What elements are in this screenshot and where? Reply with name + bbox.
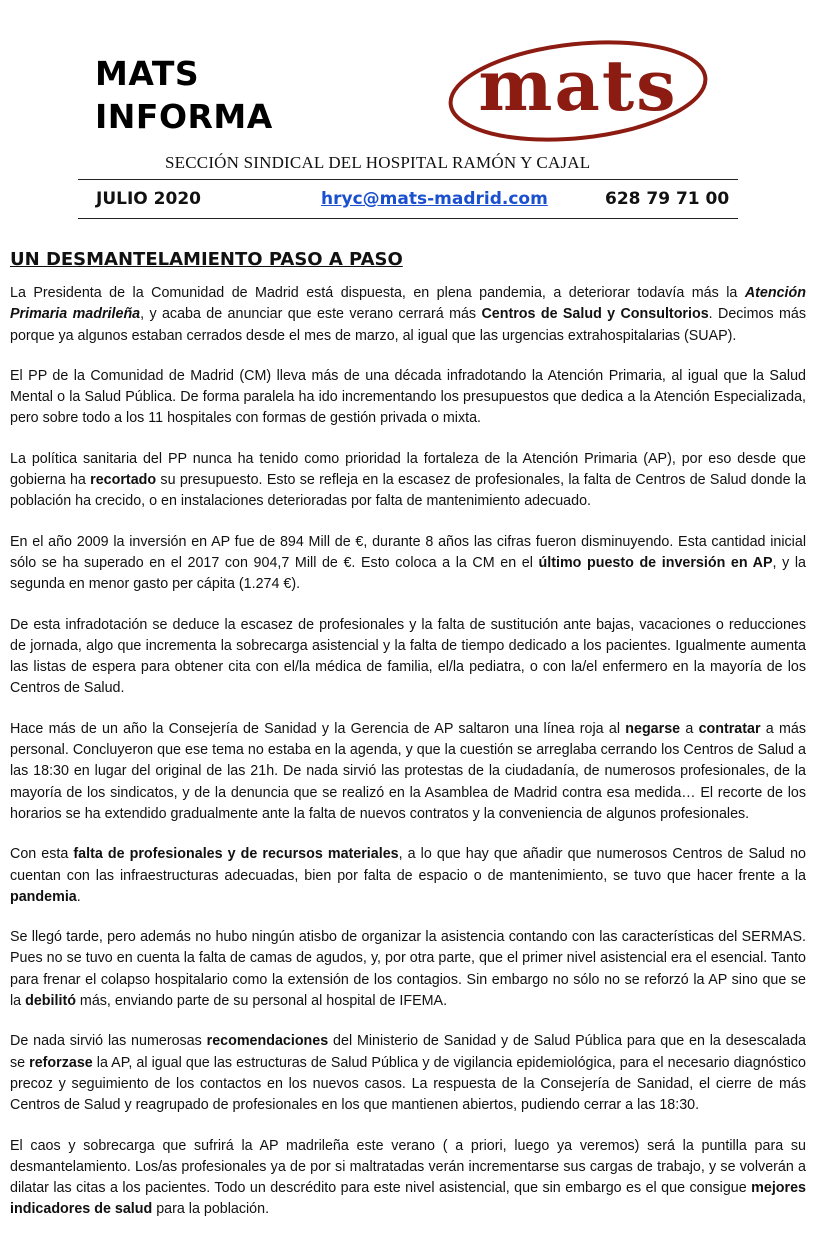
title-line-1: MATS — [95, 54, 200, 93]
emphasis-text: debilitó — [25, 993, 76, 1010]
article-paragraph — [10, 719, 806, 825]
article-title: UN DESMANTELAMIENTO PASO A PASO — [10, 249, 403, 270]
logo-text: mats — [478, 44, 678, 127]
article-paragraph — [10, 615, 806, 700]
contact-email-link[interactable]: hryc@mats-madrid.com — [321, 189, 548, 209]
article-body — [10, 283, 806, 1240]
paragraph-text: más, enviando parte de su personal al hospital de IFEMA. — [75, 993, 448, 1010]
contact-phone: 628 79 71 00 — [605, 189, 730, 209]
paragraph-text: El PP de la Comunidad de Madrid (CM) lleva más de una década infradotando la Atención Primaria, al igual que la Salud Mental o la Salud Pública. De forma paralela ha ido incrementando los presupuestos que dedica a la Atención Especializada, pero sobre todo a los 11 hospitales con formas de gestión privada o mixta. — [10, 367, 806, 427]
paragraph-text: Se llegó tarde, pero además no hubo ningún atisbo de organizar la asistencia contando con las características del SERMAS. Pues no se tuvo en cuenta la falta de camas de agudos, y, por otra parte, que el primer nivel asistencial era el esencial. Tanto para frenar el colapso hospitalario como la extensión de los contagios. Sin embargo no sólo no se reforzó la AP sino que se la — [10, 929, 806, 1010]
emphasis-text: último puesto de inversión en AP — [538, 554, 773, 571]
emphasis-text: Atención Primaria madrileña — [10, 285, 806, 323]
article-paragraph — [10, 449, 806, 513]
emphasis-text: recortado — [90, 472, 157, 489]
mats-logo — [446, 36, 710, 146]
issue-date: JULIO 2020 — [96, 189, 201, 209]
paragraph-text: , a lo que hay que añadir que numerosos Centros de Salud no cuentan con las infraestructuras adecuadas, bien por falta de espacio o de mantenimiento, se tuvo que hacer frente a la — [10, 846, 806, 884]
paragraph-text: la AP, al igual que las estructuras de Salud Pública y de vigilancia epidemiológica, para el necesario diagnóstico precoz y seguimiento de los contactos en los nuevos casos. La respuesta de la Consejería de Sanidad, el cierre de más Centros de Salud y reagrupado de profesionales en los que mantienen abiertos, pudiendo cerrar a las 18:30. — [10, 1054, 806, 1114]
paragraph-text: De nada sirvió las numerosas — [10, 1033, 207, 1050]
paragraph-text: De esta infradotación se deduce la escasez de profesionales y la falta de sustitución ante bajas, vacaciones o reducciones de jornada, algo que incrementa la sobrecarga asistencial y la falta de tiempo dedicado a los pacientes. Igualmente aumenta las listas de espera para obtener cita con el/la médica de familia, el/la pediatra, o con la/el enfermero en la mayoría de los Centros de Salud. — [10, 616, 806, 697]
paragraph-text: a más personal. Concluyeron que ese tema no estaba en la agenda, y que la cuestión se arreglaba cerrando los Centros de Salud a las 18:30 en lugar del original de las 21h. De nada sirvió las protestas de la ciudadanía, de numerosos profesionales, de la mayoría de los sindicatos, y de la denuncia que se realizó en la Asamblea de Madrid contra esa medida… El recorte de los horarios se ha extendido gradualmente ante la falta de nuevos contratos y la conveniencia de algunos profesionales. — [10, 720, 806, 822]
article-paragraph — [10, 1031, 806, 1116]
emphasis-text: pandemia — [10, 888, 77, 905]
paragraph-text: . — [76, 888, 81, 905]
emphasis-text: negarse — [625, 720, 681, 737]
article-paragraph — [10, 366, 806, 430]
paragraph-text: para la población. — [152, 1201, 270, 1218]
paragraph-text: La política sanitaria del PP nunca ha tenido como prioridad la fortaleza de la Atención Primaria (AP), por eso desde que gobierna ha — [10, 450, 806, 489]
paragraph-text: . Decimos más porque ya algunos estaban cerrados desde el mes de marzo, al igual que las urgencias extrahospitalarias (SUAP). — [10, 306, 806, 344]
newsletter-title — [95, 52, 273, 138]
article-paragraph — [10, 532, 806, 596]
title-line-2: INFORMA — [95, 97, 273, 136]
emphasis-text: mejores indicadores de salud — [10, 1180, 806, 1218]
paragraph-text: El caos y sobrecarga que sufrirá la AP madrileña este verano ( a priori, luego ya veremos) será la puntilla para su desmantelamiento. Los/as profesionales ya de por si maltratadas verán incrementarse sus cargas de trabajo, y se volverán a dilatar las citas a los pacientes. Todo un descrédito para este nivel asistencial, que sin embargo es el que consigue — [10, 1137, 806, 1197]
emphasis-text: Centros de Salud y Consultorios — [481, 306, 709, 323]
paragraph-text: La Presidenta de la Comunidad de Madrid está dispuesta, en plena pandemia, a deteriorar todavía más la — [10, 285, 745, 301]
paragraph-text: del Ministerio de Sanidad y de Salud Pública para que en la desescalada se — [10, 1033, 806, 1071]
article-paragraph — [10, 1136, 806, 1221]
paragraph-text: Con esta — [10, 846, 74, 863]
header-divider-top — [78, 179, 738, 180]
paragraph-text: , y la segunda en menor gasto per cápita (1.274 €). — [10, 554, 806, 593]
emphasis-text: falta de profesionales y de recursos materiales — [73, 846, 399, 863]
emphasis-text: reforzase — [29, 1054, 93, 1071]
paragraph-text: a — [680, 720, 699, 737]
header-divider-bottom — [78, 218, 738, 219]
article-paragraph — [10, 927, 806, 1012]
emphasis-text: recomendaciones — [206, 1033, 329, 1050]
paragraph-text: , y acaba de anunciar que este verano cerrará más — [140, 306, 482, 323]
section-subtitle: SECCIÓN SINDICAL DEL HOSPITAL RAMÓN Y CAJAL — [165, 153, 591, 172]
emphasis-text: contratar — [698, 720, 761, 737]
paragraph-text: su presupuesto. Esto se refleja en la escasez de profesionales, la falta de Centros de Salud donde la población ha crecido, o en instalaciones deterioradas por falta de mantenimiento adecuado. — [10, 472, 806, 510]
paragraph-text: Hace más de un año la Consejería de Sanidad y la Gerencia de AP saltaron una línea roja al — [10, 720, 626, 737]
article-paragraph — [10, 283, 806, 347]
paragraph-text: En el año 2009 la inversión en AP fue de 894 Mill de €, durante 8 años las cifras fueron disminuyendo. Esta cantidad inicial sólo se ha superado en el 2017 con 904,7 Mill de €. Esto coloca a la CM en el — [10, 533, 806, 571]
article-paragraph — [10, 844, 806, 908]
